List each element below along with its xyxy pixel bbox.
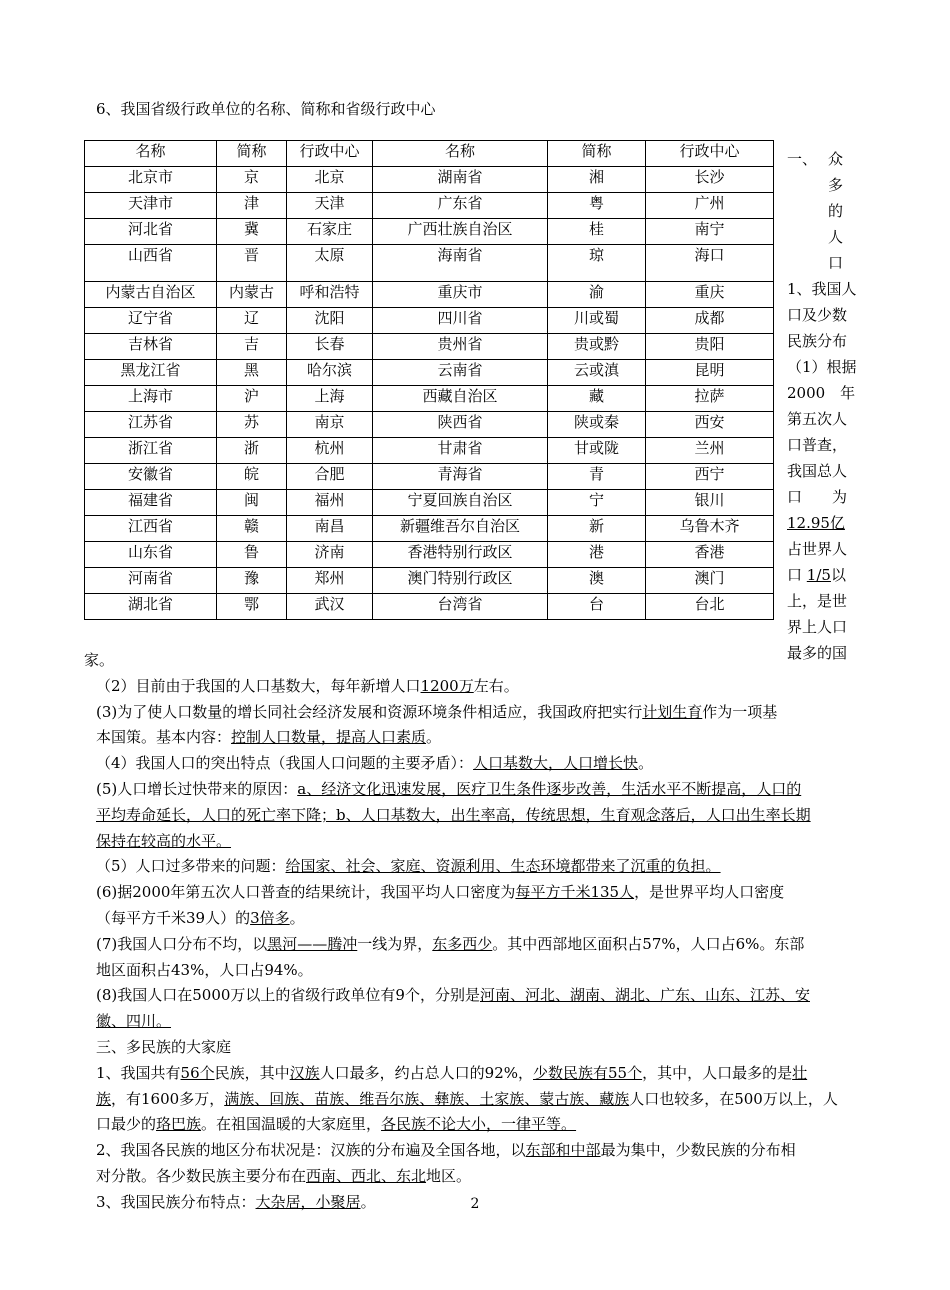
- table-cell: 渝: [548, 282, 646, 308]
- table-row: [85, 360, 774, 386]
- text: 2、我国各民族的地区分布状况是：汉族的分布遍及全国各地，以: [96, 1141, 526, 1160]
- table-cell: 上海: [287, 386, 373, 412]
- table-cell: 武汉: [287, 594, 373, 620]
- text: （4）我国人口的突出特点（我国人口问题的主要矛盾）：: [96, 754, 474, 773]
- table-cell: 闽: [217, 490, 287, 516]
- underlined-text: 各民族不论大小，一律平等。: [381, 1115, 577, 1134]
- section-3-paragraph-2-cont: [96, 1164, 856, 1190]
- paragraph-2: [96, 674, 856, 700]
- side-share-prefix: 口: [787, 566, 803, 584]
- table-cell: 天津市: [85, 193, 217, 219]
- table-cell: 南京: [287, 412, 373, 438]
- table-cell: 新: [548, 516, 646, 542]
- text: 。: [360, 1192, 376, 1211]
- paragraph-7: [96, 880, 856, 906]
- table-cell: 山西省: [85, 245, 217, 282]
- table-row: [85, 219, 774, 245]
- underlined-text: 平均寿命延长，人口的死亡率下降；b、人口基数大，出生率高，传统思想，生育观念落后，人口出生率长期: [96, 805, 811, 824]
- underlined-text: 控制人口数量，提高人口素质: [231, 728, 427, 747]
- table-cell: 甘或陇: [548, 438, 646, 464]
- text: ，有1600多万，: [111, 1089, 225, 1108]
- text: (5)人口增长过快带来的原因：: [96, 779, 298, 798]
- table-cell: 云南省: [373, 360, 548, 386]
- header-capital-2: 行政中心: [646, 141, 774, 167]
- table-cell: 浙: [217, 438, 287, 464]
- table-body: [85, 167, 774, 620]
- table-cell: 贵阳: [646, 334, 774, 360]
- table-cell: 台: [548, 594, 646, 620]
- underlined-text: 东部和中部: [525, 1141, 601, 1160]
- table-cell: 成都: [646, 308, 774, 334]
- text: 。: [638, 754, 654, 773]
- table-cell: 西藏自治区: [373, 386, 548, 412]
- side-subheading-line: 1、我国人: [787, 280, 857, 298]
- table-cell: 湖北省: [85, 594, 217, 620]
- table-cell: 皖: [217, 464, 287, 490]
- table-cell: 内蒙古自治区: [85, 282, 217, 308]
- table-cell: 长春: [287, 334, 373, 360]
- underlined-text: 珞巴族: [156, 1115, 202, 1134]
- text: 民族，其中: [214, 1063, 290, 1082]
- side-text-line: 口 为: [787, 488, 848, 506]
- table-cell: 南昌: [287, 516, 373, 542]
- table-cell: 青海省: [373, 464, 548, 490]
- text: 左右。: [473, 676, 519, 695]
- text: (3)为了使人口数量的增长同社会经济发展和资源环境条件相适应，我国政府把实行: [96, 702, 643, 721]
- table-cell: 冀: [217, 219, 287, 245]
- underlined-text: 大杂居，小聚居: [255, 1192, 361, 1211]
- table-row: [85, 386, 774, 412]
- side-population-value: 12.95亿: [787, 514, 845, 532]
- text: 地区。: [426, 1166, 472, 1185]
- table-cell: 宁夏回族自治区: [373, 490, 548, 516]
- table-row: [85, 412, 774, 438]
- text: ，是世界平均人口密度: [634, 883, 785, 902]
- side-text-line: 口普查，: [787, 436, 848, 454]
- province-table: [84, 140, 774, 620]
- side-heading-first: [787, 146, 855, 172]
- text: 对分散。各少数民族主要分布在: [96, 1166, 307, 1185]
- paragraph-9: [96, 983, 856, 1009]
- header-abbr-2: 简称: [548, 141, 646, 167]
- table-cell: 上海市: [85, 386, 217, 412]
- table-cell: 台北: [646, 594, 774, 620]
- table-cell: 沈阳: [287, 308, 373, 334]
- text: 作为一项基: [702, 702, 778, 721]
- table-cell: 香港特别行政区: [373, 542, 548, 568]
- table-row: [85, 542, 774, 568]
- table-cell: 香港: [646, 542, 774, 568]
- table-cell: 澳: [548, 568, 646, 594]
- table-cell: 四川省: [373, 308, 548, 334]
- table-cell: 青: [548, 464, 646, 490]
- header-capital: 行政中心: [287, 141, 373, 167]
- table-cell: 台湾省: [373, 594, 548, 620]
- table-cell: 陕或秦: [548, 412, 646, 438]
- table-cell: 山东省: [85, 542, 217, 568]
- side-text-line: （1）根据: [787, 358, 857, 376]
- header-name-2: 名称: [373, 141, 548, 167]
- underlined-text: 西南、西北、东北: [306, 1166, 427, 1185]
- section-3-paragraph-1-cont: [96, 1087, 856, 1113]
- text: （2）目前由于我国的人口基数大，每年新增人口: [96, 676, 421, 695]
- side-text-line: 上，是世: [787, 592, 848, 610]
- underlined-text: 3倍多: [250, 908, 290, 927]
- side-share-suffix: 以: [830, 566, 846, 584]
- text: 3、我国民族分布特点：: [96, 1192, 256, 1211]
- side-text-line: 占世界人: [787, 540, 848, 558]
- underlined-text: 1200万: [420, 676, 474, 695]
- table-row: [85, 245, 774, 282]
- underlined-text: 每平方千米135人: [515, 883, 635, 902]
- table-cell: 贵州省: [373, 334, 548, 360]
- table-cell: 兰州: [646, 438, 774, 464]
- paragraph-5-cont: [96, 829, 856, 855]
- underlined-text: 56个: [180, 1063, 215, 1082]
- text: (8)我国人口在5000万以上的省级行政单位有9个，分别是: [96, 986, 480, 1005]
- side-text-line: 2000 年: [787, 384, 856, 402]
- paragraph-6: [96, 854, 856, 880]
- table-cell: 福建省: [85, 490, 217, 516]
- table-cell: 吉林省: [85, 334, 217, 360]
- paragraph-continuation: 家。: [84, 651, 115, 669]
- table-cell: 宁: [548, 490, 646, 516]
- paragraph-4: [96, 751, 856, 777]
- header-abbr: 简称: [217, 141, 287, 167]
- table-row: [85, 594, 774, 620]
- side-heading-char: 多: [827, 176, 843, 194]
- side-subheading-line: 口及少数: [787, 306, 848, 324]
- section-3-paragraph-1-cont: [96, 1112, 856, 1138]
- table-cell: 藏: [548, 386, 646, 412]
- table-cell: 京: [217, 167, 287, 193]
- table-cell: 辽: [217, 308, 287, 334]
- table-cell: 太原: [287, 245, 373, 282]
- table-cell: 贵或黔: [548, 334, 646, 360]
- table-cell: 甘肃省: [373, 438, 548, 464]
- table-cell: 川或蜀: [548, 308, 646, 334]
- table-cell: 粤: [548, 193, 646, 219]
- table-cell: 广西壮族自治区: [373, 219, 548, 245]
- table-cell: 黑: [217, 360, 287, 386]
- table-row: [85, 464, 774, 490]
- table-cell: 苏: [217, 412, 287, 438]
- table-row: [85, 282, 774, 308]
- table-cell: 西安: [646, 412, 774, 438]
- underlined-text: 人口基数大，人口增长快: [473, 754, 639, 773]
- text: （每平方千米39人）的: [96, 908, 251, 927]
- section-title: 6、我国省级行政单位的名称、简称和省级行政中心: [96, 100, 436, 118]
- table-cell: 云或滇: [548, 360, 646, 386]
- table-cell: 乌鲁木齐: [646, 516, 774, 542]
- underlined-text: 黑河——腾冲: [267, 934, 358, 953]
- table-cell: 桂: [548, 219, 646, 245]
- side-heading-prefix: 一、: [787, 150, 818, 168]
- text: 。在祖国温暖的大家庭里，: [201, 1115, 382, 1134]
- table-cell: 津: [217, 193, 287, 219]
- table-cell: 湘: [548, 167, 646, 193]
- body-text: [84, 648, 856, 1216]
- paragraph-3: [96, 700, 856, 726]
- text: 。: [426, 728, 442, 747]
- table-cell: 天津: [287, 193, 373, 219]
- text: (7)我国人口分布不均，以: [96, 934, 268, 953]
- table-row: [85, 308, 774, 334]
- table-cell: 南宁: [646, 219, 774, 245]
- table-cell: 鄂: [217, 594, 287, 620]
- table-cell: 湖南省: [373, 167, 548, 193]
- text: 口最少的: [96, 1115, 157, 1134]
- side-heading-char: 众: [827, 150, 843, 168]
- table-cell: 海南省: [373, 245, 548, 282]
- paragraph-8-cont: 地区面积占43%，人口占94%。: [96, 960, 313, 979]
- paragraph-9-cont: [96, 1009, 856, 1035]
- text: 1、我国共有: [96, 1063, 181, 1082]
- underlined-text: 汉族: [289, 1063, 320, 1082]
- table-cell: 重庆市: [373, 282, 548, 308]
- page-number: 2: [470, 1196, 480, 1212]
- table-cell: 北京市: [85, 167, 217, 193]
- side-subheading-line: 民族分布: [787, 332, 848, 350]
- table-cell: 河南省: [85, 568, 217, 594]
- side-heading-char: 人: [827, 228, 843, 246]
- section-3-paragraph-2: [96, 1138, 856, 1164]
- underlined-text: 东多西少: [432, 934, 493, 953]
- table-cell: 赣: [217, 516, 287, 542]
- underlined-text: 少数民族有55个: [533, 1063, 643, 1082]
- text: （5）人口过多带来的问题：: [96, 857, 286, 876]
- table-cell: 浙江省: [85, 438, 217, 464]
- table-row: [85, 193, 774, 219]
- paragraph-3-cont: [96, 725, 856, 751]
- table-cell: 陕西省: [373, 412, 548, 438]
- table-cell: 吉: [217, 334, 287, 360]
- table-cell: 新疆维吾尔自治区: [373, 516, 548, 542]
- underlined-text: a、经济文化迅速发展，医疗卫生条件逐步改善，生活水平不断提高，人口的: [297, 779, 802, 798]
- table-row: [85, 438, 774, 464]
- table-cell: 安徽省: [85, 464, 217, 490]
- table-cell: 江西省: [85, 516, 217, 542]
- paragraph-8: [96, 932, 856, 958]
- table-cell: 拉萨: [646, 386, 774, 412]
- table-cell: 黑龙江省: [85, 360, 217, 386]
- side-text-line: 第五次人: [787, 410, 848, 428]
- text: 人口也较多，在500万以上，人: [629, 1089, 838, 1108]
- table-cell: 沪: [217, 386, 287, 412]
- table-row: [85, 516, 774, 542]
- text: 。其中西部地区面积占57%，人口占6%。东部: [492, 934, 805, 953]
- table-cell: 内蒙古: [217, 282, 287, 308]
- underlined-text: 给国家、社会、家庭、资源利用、生态环境都带来了沉重的负担。: [285, 857, 721, 876]
- underlined-text: 徽、四川。: [96, 1012, 172, 1031]
- section-3-title: 三、多民族的大家庭: [96, 1037, 232, 1056]
- table-cell: 海口: [646, 245, 774, 282]
- text: 一线为界，: [357, 934, 433, 953]
- table-cell: 杭州: [287, 438, 373, 464]
- underlined-text: 族: [96, 1089, 112, 1108]
- table-cell: 郑州: [287, 568, 373, 594]
- table-cell: 广东省: [373, 193, 548, 219]
- table-cell: 江苏省: [85, 412, 217, 438]
- header-name: 名称: [85, 141, 217, 167]
- table-cell: 济南: [287, 542, 373, 568]
- text: 最为集中，少数民族的分布相: [600, 1141, 796, 1160]
- table-cell: 河北省: [85, 219, 217, 245]
- text: 。: [289, 908, 305, 927]
- paragraph-5: [96, 777, 856, 803]
- table-cell: 鲁: [217, 542, 287, 568]
- side-heading-char: 的: [827, 202, 843, 220]
- table-cell: 辽宁省: [85, 308, 217, 334]
- table-row: [85, 568, 774, 594]
- side-text-line: 最多的国: [787, 644, 848, 662]
- paragraph-5-cont: [96, 803, 856, 829]
- text: 本国策。基本内容：: [96, 728, 232, 747]
- table-cell: 澳门特别行政区: [373, 568, 548, 594]
- table-header-row: [85, 141, 774, 167]
- side-text-line: 我国总人: [787, 462, 848, 480]
- text: ，其中，人口最多的是: [642, 1063, 793, 1082]
- table-cell: 石家庄: [287, 219, 373, 245]
- table-cell: 呼和浩特: [287, 282, 373, 308]
- side-column: [787, 146, 855, 666]
- text: (6)据2000年第五次人口普查的结果统计，我国平均人口密度为: [96, 883, 516, 902]
- table-row: [85, 334, 774, 360]
- underlined-text: 壮: [792, 1063, 808, 1082]
- underlined-text: 满族、回族、苗族、维吾尔族、彝族、土家族、蒙古族、藏族: [224, 1089, 630, 1108]
- table-cell: 重庆: [646, 282, 774, 308]
- table-cell: 澳门: [646, 568, 774, 594]
- table-cell: 福州: [287, 490, 373, 516]
- table-row: [85, 490, 774, 516]
- section-3-paragraph-1: [96, 1061, 856, 1087]
- paragraph-7-cont: [96, 906, 856, 932]
- table-cell: 北京: [287, 167, 373, 193]
- table-cell: 哈尔滨: [287, 360, 373, 386]
- table-cell: 长沙: [646, 167, 774, 193]
- table-cell: 合肥: [287, 464, 373, 490]
- table-cell: 广州: [646, 193, 774, 219]
- underlined-text: 河南、河北、湖南、湖北、广东、山东、江苏、安: [479, 986, 810, 1005]
- table-cell: 琼: [548, 245, 646, 282]
- table-cell: 豫: [217, 568, 287, 594]
- table-cell: 西宁: [646, 464, 774, 490]
- table-cell: 港: [548, 542, 646, 568]
- side-share-value: 1/5: [806, 566, 831, 584]
- table-cell: 昆明: [646, 360, 774, 386]
- side-share-line: [787, 562, 855, 588]
- table-cell: 银川: [646, 490, 774, 516]
- text: 人口最多，约占总人口的92%，: [319, 1063, 534, 1082]
- table-row: [85, 167, 774, 193]
- table-cell: 晋: [217, 245, 287, 282]
- side-text-line: 界上人口: [787, 618, 848, 636]
- underlined-text: 计划生育: [642, 702, 703, 721]
- underlined-text: 保持在较高的水平。: [96, 831, 232, 850]
- side-heading-char: 口: [827, 254, 843, 272]
